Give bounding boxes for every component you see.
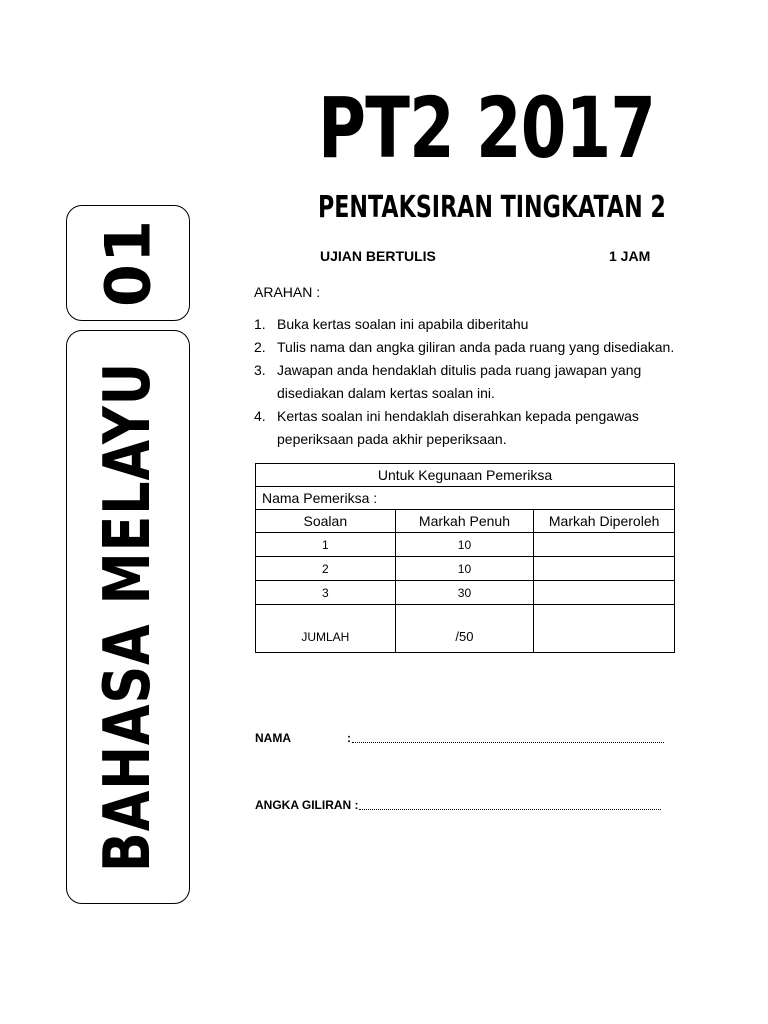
roll-number-label: ANGKA GILIRAN : xyxy=(255,798,359,812)
name-colon: : xyxy=(347,731,351,745)
instruction-item: 1. Buka kertas soalan ini apabila diberitahu xyxy=(254,316,529,332)
full-marks: 30 xyxy=(395,581,534,605)
examiner-name-field[interactable]: Nama Pemeriksa : xyxy=(256,487,675,510)
table-row xyxy=(256,533,675,557)
full-marks: 10 xyxy=(395,533,534,557)
question-number: 3 xyxy=(256,581,396,605)
full-marks: 10 xyxy=(395,557,534,581)
subject-name: BAHASA MELAYU xyxy=(91,361,165,873)
instructions-list xyxy=(254,313,694,451)
instruction-item: 3. Jawapan anda hendaklah ditulis pada ruang jawapan yang disediakan dalam kertas soalan ini. xyxy=(254,362,642,401)
table-row xyxy=(256,557,675,581)
question-number: 2 xyxy=(256,557,396,581)
table-row xyxy=(256,581,675,605)
instruction-item: 2. Tulis nama dan angka giliran anda pada ruang yang disediakan. xyxy=(254,339,675,355)
total-obtained-cell[interactable] xyxy=(534,605,675,653)
name-label: NAMA xyxy=(255,731,291,745)
total-label: JUMLAH xyxy=(256,605,396,653)
name-field[interactable] xyxy=(352,742,664,743)
paper-code: 01 xyxy=(91,218,165,308)
instructions-heading: ARAHAN : xyxy=(254,284,321,300)
exam-type: UJIAN BERTULIS xyxy=(320,248,436,264)
subject-box xyxy=(66,330,190,904)
total-row xyxy=(256,605,675,653)
exam-duration: 1 JAM xyxy=(609,248,651,264)
obtained-marks-cell[interactable] xyxy=(534,581,675,605)
column-header: Markah Penuh xyxy=(395,510,534,533)
table-caption: Untuk Kegunaan Pemeriksa xyxy=(256,464,675,487)
obtained-marks-cell[interactable] xyxy=(534,557,675,581)
marks-table xyxy=(255,463,675,653)
paper-code-box xyxy=(66,205,190,321)
instruction-item: 4. Kertas soalan ini hendaklah diserahkan kepada pengawas peperiksaan pada akhir peperiksaan. xyxy=(254,408,639,447)
roll-number-field[interactable] xyxy=(359,809,661,810)
question-number: 1 xyxy=(256,533,396,557)
exam-subtitle: PENTAKSIRAN TINGKATAN 2 xyxy=(318,190,666,225)
exam-title: PT2 2017 xyxy=(318,79,656,177)
obtained-marks-cell[interactable] xyxy=(534,533,675,557)
total-full-marks: /50 xyxy=(395,605,534,653)
column-header: Soalan xyxy=(256,510,396,533)
column-header: Markah Diperoleh xyxy=(534,510,675,533)
